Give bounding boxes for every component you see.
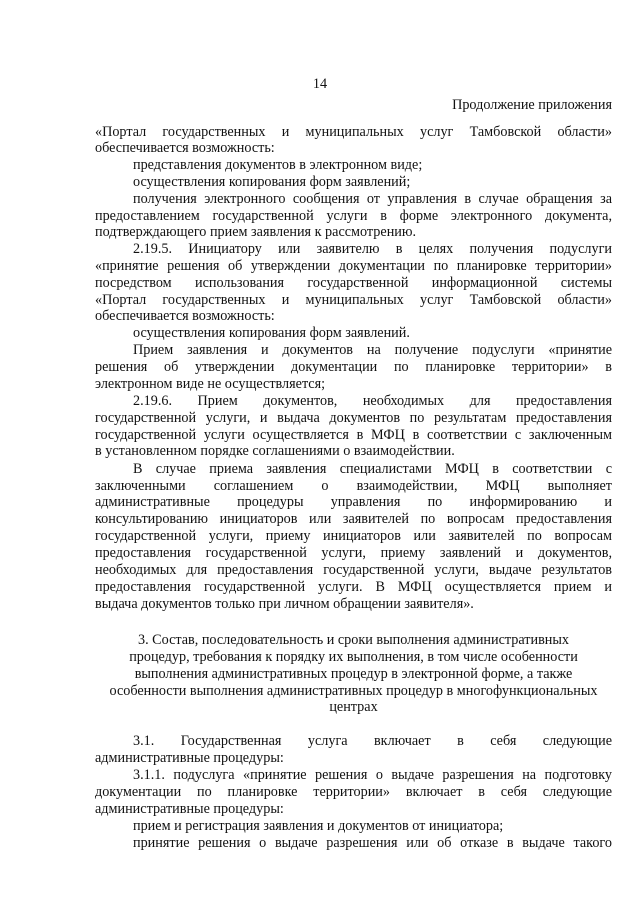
text-line: принятие решения о выдаче разрешения или об отказе в выдаче такого — [133, 835, 612, 851]
text-line: «Портал государственных и муниципальных услуг Тамбовской области» — [95, 292, 612, 308]
text-line: В случае приема заявления специалистами МФЦ в соответствии с — [133, 461, 612, 477]
section-heading-line: центрах — [329, 699, 378, 715]
text-line: 2.19.6. Прием документов, необходимых для предоставления — [133, 393, 612, 409]
text-line: посредством использования государственной информационной системы — [95, 275, 612, 291]
text-line: «принятие решения об утверждении документации по планировке территории» — [95, 258, 612, 274]
text-line: в установленном порядке соглашениями о взаимодействии. — [95, 443, 455, 459]
page-number: 14 — [312, 76, 328, 92]
text-line: представления документов в электронном виде; — [133, 157, 423, 173]
text-line: необходимых для предоставления государственной услуги, выдаче результатов — [95, 562, 612, 578]
text-line: административные процедуры управления по информированию и — [95, 494, 612, 510]
text-line: заключенными соглашением о взаимодействии, МФЦ выполняет — [95, 478, 612, 494]
text-line: осуществления копирования форм заявлений. — [133, 325, 410, 341]
text-line: консультированию инициаторов или заявителей по вопросам предоставления — [95, 511, 612, 527]
text-line: 2.19.5. Инициатору или заявителю в целях получения подуслуги — [133, 241, 612, 257]
text-line: государственной услуги осуществляется в МФЦ в соответствии с заключенным — [95, 427, 612, 443]
text-line: административные процедуры: — [95, 801, 284, 817]
text-line: государственной услуги, и выдача документов по результатам предоставления — [95, 410, 612, 426]
text-line: предоставления государственной услуги, приему заявлений и документов, — [95, 545, 612, 561]
text-line: получения электронного сообщения от управления в случае обращения за — [133, 191, 612, 207]
text-line: электронном виде не осуществляется; — [95, 376, 326, 392]
section-heading-line: процедур, требования к порядку их выполнения, в том числе особенности — [129, 649, 578, 665]
text-line: «Портал государственных и муниципальных услуг Тамбовской области» — [95, 124, 612, 140]
text-line: подтверждающего прием заявления к рассмотрению. — [95, 224, 417, 240]
text-line: административные процедуры: — [95, 750, 284, 766]
section-heading-line: особенности выполнения административных процедур в многофункциональных — [109, 683, 598, 699]
section-heading-line: выполнения административных процедур в электронной форме, а также — [134, 666, 573, 682]
text-line: выдача документов только при личном обращении заявителя». — [95, 596, 474, 612]
text-line: предоставления государственной услуги. В МФЦ осуществляется прием и — [95, 579, 612, 595]
text-line: 3.1.1. подуслуга «принятие решения о выдаче разрешения на подготовку — [133, 767, 612, 783]
text-line: государственной услуги, приему инициаторов или заявителей по вопросам — [95, 528, 612, 544]
text-line: обеспечивается возможность: — [95, 140, 275, 156]
section-heading-line: 3. Состав, последовательность и сроки выполнения административных — [137, 632, 570, 648]
text-line: 3.1. Государственная услуга включает в себя следующие — [133, 733, 612, 749]
text-line: осуществления копирования форм заявлений; — [133, 174, 411, 190]
text-line: предоставлением государственной услуги в форме электронного документа, — [95, 208, 612, 224]
page-header: Продолжение приложения — [452, 97, 612, 113]
text-line: обеспечивается возможность: — [95, 308, 275, 324]
text-line: Прием заявления и документов на получение подуслуги «принятие — [133, 342, 612, 358]
text-line: прием и регистрация заявления и документов от инициатора; — [133, 818, 504, 834]
text-line: документации по планировке территории» включает в себя следующие — [95, 784, 612, 800]
text-line: решения об утверждении документации по планировке территории» в — [95, 359, 612, 375]
